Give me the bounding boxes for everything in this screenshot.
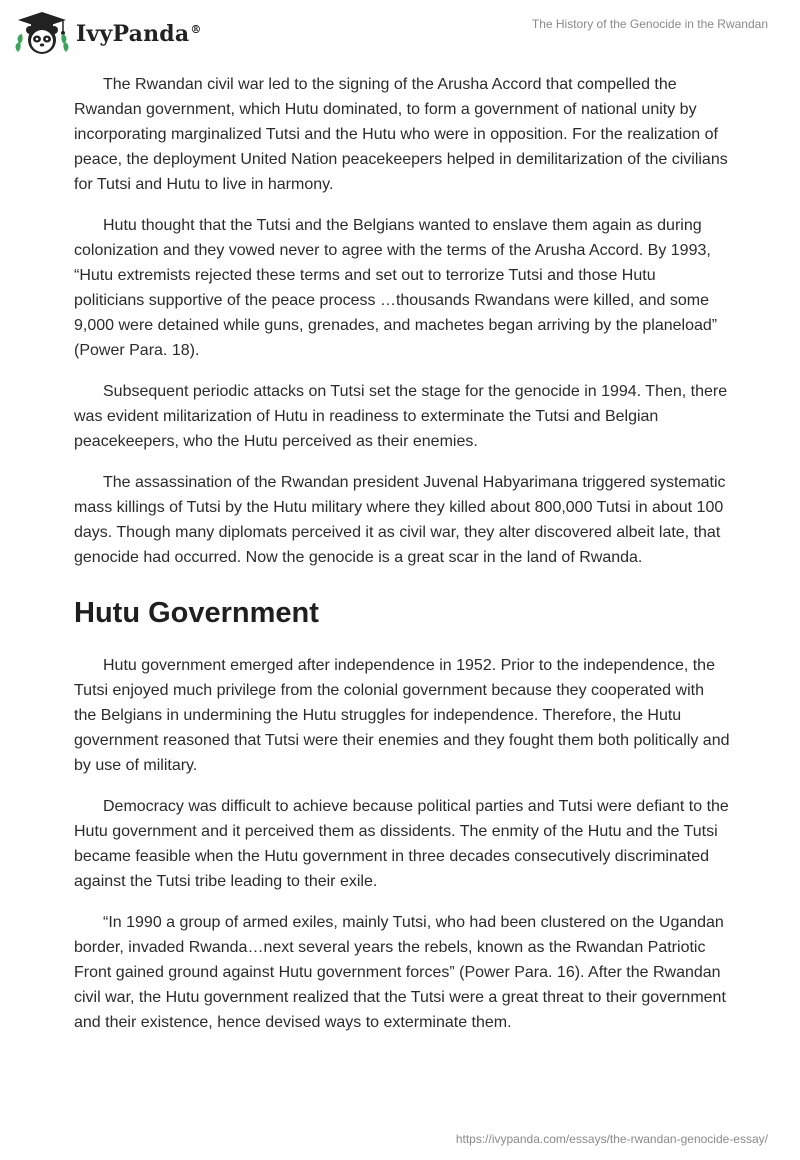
paragraph: Hutu thought that the Tutsi and the Belgians wanted to enslave them again as during colonization and they vowed never to agree with the terms of the Arusha Accord. By 1993, “Hutu extremists rejected these terms and set out to terrorize Tutsi and those Hutu politicians supportive of the peace process …thousands Rwandans were killed, and some 9,000 were detained while guns, grenades, and machetes began arriving by the planeload” (Power Para. 18). bbox=[74, 217, 718, 359]
ivypanda-logo[interactable] bbox=[14, 10, 202, 56]
source-url-link[interactable]: https://ivypanda.com/essays/the-rwandan-genocide-essay/ bbox=[455, 1132, 768, 1146]
paragraph: The Rwandan civil war led to the signing of the Arusha Accord that compelled the Rwandan government, which Hutu dominated, to form a government of national unity by incorporating marginalized Tutsi and the Hutu who were in opposition. For the realization of peace, the deployment United Nation peacekeepers helped in demilitarization of the civilians for Tutsi and Hutu to live in harmony. bbox=[74, 76, 728, 193]
paragraph: The assassination of the Rwandan president Juvenal Habyarimana triggered systematic mass killings of Tutsi by the Hutu military where they killed about 800,000 Tutsi in about 100 days. Though many diplomats perceived it as civil war, they alter discovered albeit late, that genocide had occurred. Now the genocide is a great scar in the land of Rwanda. bbox=[74, 474, 726, 566]
page-header bbox=[0, 0, 800, 70]
essay-content bbox=[74, 72, 730, 1051]
paragraph: “In 1990 a group of armed exiles, mainly Tutsi, who had been clustered on the Ugandan border, invaded Rwanda…next several years the rebels, known as the Rwandan Patriotic Front gained ground against Hutu government forces” (Power Para. 16). After the Rwandan civil war, the Hutu government realized that the Tutsi were a great threat to their government and their existence, hence devised ways to exterminate them. bbox=[74, 914, 726, 1031]
panda-graduate-icon bbox=[14, 10, 70, 56]
paragraph: Democracy was difficult to achieve because political parties and Tutsi were defiant to the Hutu government and it perceived them as dissidents. The enmity of the Hutu and the Tutsi became feasible when the Hutu government in three decades consecutively discriminated against the Tutsi tribe leading to their exile. bbox=[74, 798, 729, 890]
section-heading: Hutu Government bbox=[74, 597, 319, 629]
paragraph: Hutu government emerged after independence in 1952. Prior to the independence, the Tutsi enjoyed much privilege from the colonial government because they cooperated with the Belgians in undermining the Hutu struggles for independence. Therefore, the Hutu government reasoned that Tutsi were their enemies and they fought them both politically and by use of military. bbox=[74, 657, 730, 774]
logo-wordmark: IvyPanda® bbox=[76, 21, 202, 47]
paragraph: Subsequent periodic attacks on Tutsi set the stage for the genocide in 1994. Then, there was evident militarization of Hutu in readiness to exterminate the Tutsi and Belgian peacekeepers, who the Hutu perceived as their enemies. bbox=[74, 383, 728, 450]
document-title: The History of the Genocide in the Rwandan bbox=[531, 17, 768, 31]
